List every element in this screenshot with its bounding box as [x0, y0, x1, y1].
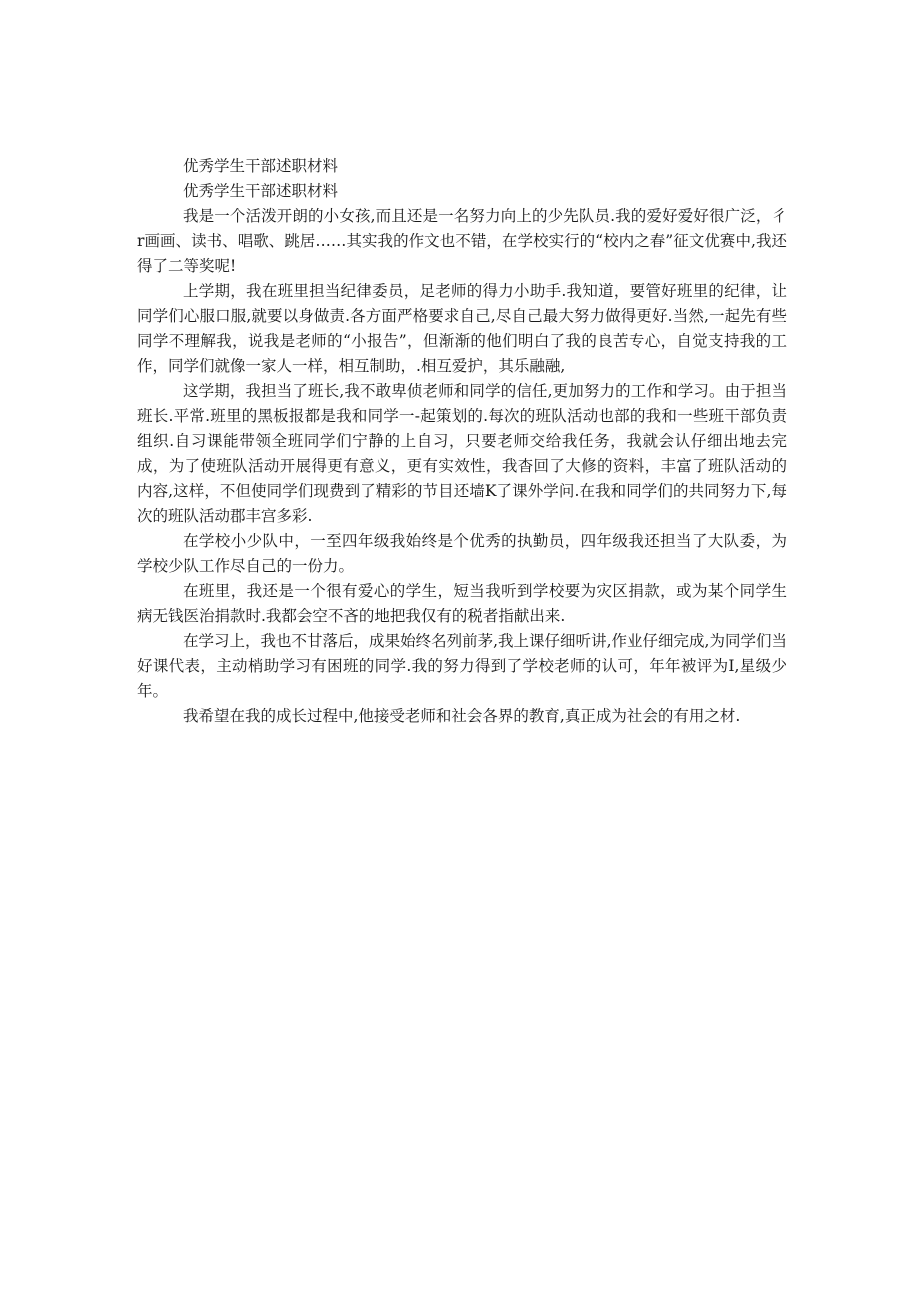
paragraph-closing: 我希望在我的成长过程中,他接受老师和社会各界的教育,真正成为社会的有用之材. [183, 707, 741, 725]
paragraph-this-semester: 这学期，我担当了班长,我不敢卑侦老师和同学的信任,更加努力的工作和学习。由于担当班长.平常.班里的黑板报都是我和同学一-起策划的.每次的班队活动也部的我和一些班干部负责组织.自习课能带领全班同学们宁静的上自习，只要老师交给我任务，我就会认仔细出地去完成，为了使班队活动开展得更有意义，更有实效性，我杳回了大修的资料，丰富了班队活动的内容,这样，不但使同学们现费到了精彩的节目还墙K了课外学问.在我和同学们的共同努力下,每次的班队活动郡丰宫多彩. [137, 382, 787, 525]
document-subtitle: 优秀学生干部述职材料 [183, 182, 339, 200]
paragraph-intro: 我是一个活泼开朗的小女孩,而且还是一名努力向上的少先队员.我的爱好爱好很广泛，彳r画画、读书、唱歌、跳居……其实我的作文也不错，在学校实行的“校内之春”征文优赛中,我还得了二等奖呢! [137, 207, 787, 275]
document-body [137, 154, 787, 729]
paragraph-study: 在学习上，我也不甘落后，成果始终名列前茅,我上课仔细听讲,作业仔细完成,为同学们当好课代表，主动梢助学习有困班的同学.我的努力得到了学校老师的认可，年年被评为I,星级少年。 [137, 632, 787, 700]
paragraph-young-pioneers: 在学校小少队中，一至四年级我始终是个优秀的执勤员，四年级我还担当了大队委，为学校少队工作尽自己的一份力。 [137, 532, 787, 575]
document-title: 优秀学生干部述职材料 [183, 157, 339, 175]
paragraph-last-semester: 上学期，我在班里担当纪律委员，足老师的得力小助手.我知道，要管好班里的纪律，让同学们心服口服,就要以身做责.各方面严格要求自己,尽自己最大努力做得更好.当然,一起先有些同学不理解我，说我是老师的“小报告”，但渐渐的他们明白了我的良苦专心，自觉支持我的工作，同学们就像一家人一样，相互制助，.相互爱护，其乐融融, [137, 282, 787, 375]
paragraph-caring: 在班里，我还是一个很有爱心的学生，短当我听到学校要为灾区捐款，或为某个同学生病无钱医治捐款时.我都会空不吝的地把我仅有的税者指献出来. [137, 582, 787, 625]
